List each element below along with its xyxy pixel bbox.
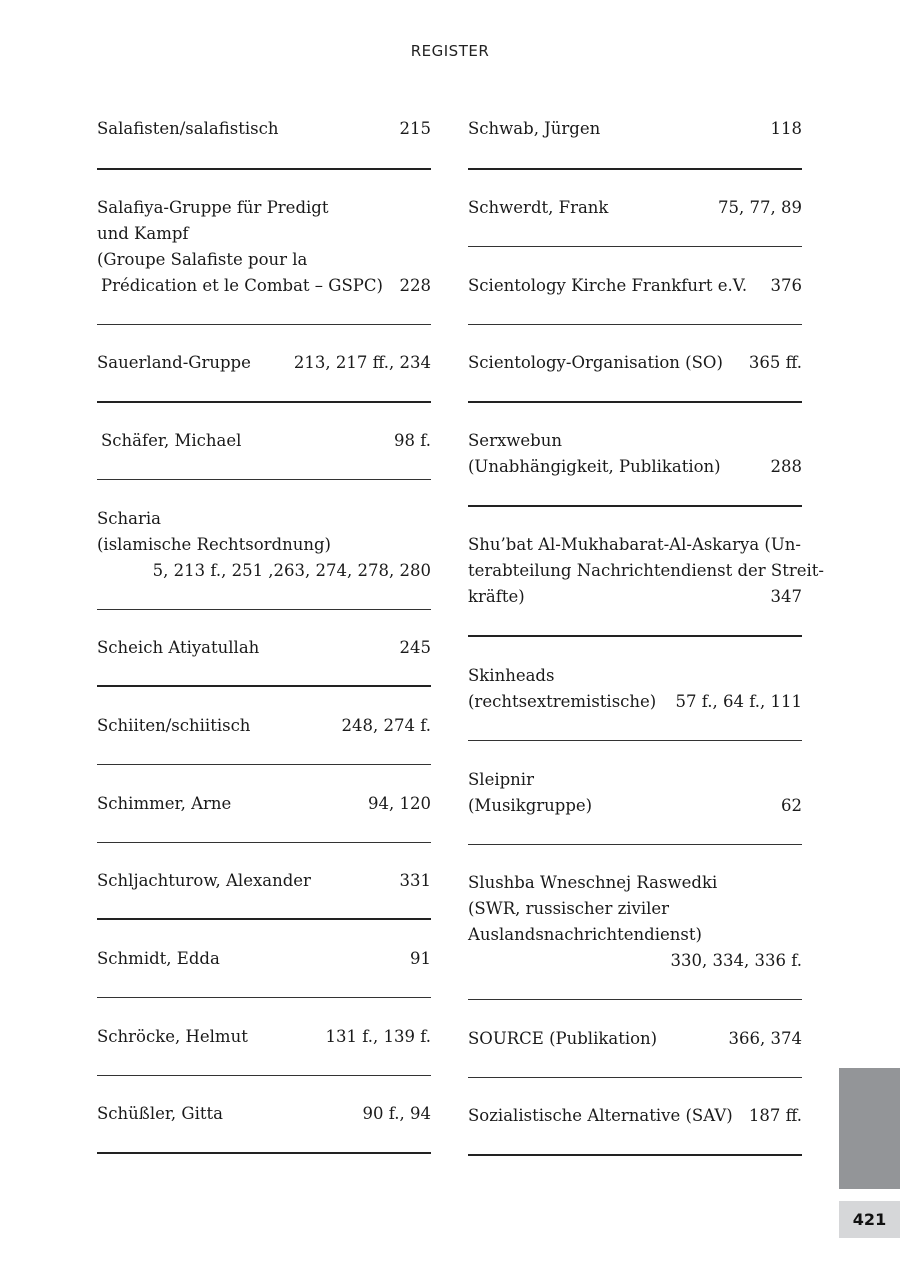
entry-pages: 62 [781, 795, 802, 815]
entry-pages: 288 [770, 457, 802, 476]
entry-pages: 215 [399, 119, 431, 138]
entry-pages: 213, 217 ff., 234 [293, 353, 431, 372]
index-entry [97, 325, 431, 403]
index-entry [97, 998, 431, 1076]
entry-pages: 94, 120 [368, 793, 431, 813]
entry-term: Scientology Kirche Frankfurt e.V. [468, 275, 748, 295]
entry-term-line: Sleipnir [468, 769, 534, 789]
entry-term: (Unabhängigkeit, Publikation) [468, 457, 721, 476]
entry-term: Sauerland-Gruppe [97, 353, 251, 372]
index-entry [97, 403, 431, 480]
entry-term: Schwerdt, Frank [468, 198, 609, 217]
index-entry [97, 480, 431, 610]
entry-term-line: (islamische Rechtsordnung) [97, 534, 331, 554]
entry-term: (rechtsextremistische) [468, 691, 657, 711]
index-entry [97, 920, 431, 998]
index-entry [468, 507, 824, 637]
entry-term-line: Serxwebun [468, 431, 562, 450]
running-header: REGISTER [410, 42, 490, 60]
index-entry [97, 610, 431, 687]
entry-pages: 98 f. [393, 431, 431, 450]
entry-term-line: Scharia [97, 508, 162, 528]
entry-pages: 376 [770, 275, 802, 295]
entry-term-line: Shu’bat Al-Mukhabarat-Al-Askarya (Un- [468, 535, 801, 554]
entry-pages: 5, 213 f., 251 ,263, 274, 278, 280 [152, 560, 431, 580]
index-entry [97, 90, 431, 170]
index-entry [468, 90, 802, 170]
entry-term: Schäfer, Michael [101, 431, 242, 450]
entry-term: Salafisten/salafistisch [97, 119, 279, 138]
entry-term-line: terabteilung Nachrichtendienst der Streit- [468, 561, 824, 580]
entry-term: Schiiten/schiitisch [97, 715, 251, 735]
index-entry [468, 1000, 802, 1078]
index-entry [468, 637, 802, 741]
index-entry [468, 325, 802, 403]
entry-term: kräfte) [468, 587, 525, 606]
entry-term-line: Salafiya-Gruppe für Predigt [97, 198, 329, 217]
entry-pages: 75, 77, 89 [718, 198, 802, 217]
entry-term: Sozialistische Alternative (SAV) [468, 1106, 733, 1125]
entry-term: (Musikgruppe) [468, 795, 593, 815]
entry-term: Schröcke, Helmut [97, 1026, 248, 1046]
entry-term: Schüßler, Gitta [97, 1104, 223, 1123]
entry-pages: 91 [410, 948, 431, 968]
index-entry [468, 247, 802, 325]
entry-term-line: (Groupe Salafiste pour la [97, 250, 308, 269]
index-entry [97, 687, 431, 765]
entry-term: Schwab, Jürgen [468, 119, 601, 138]
entry-term-line: Auslandsnachrichtendienst) [468, 925, 702, 944]
entry-pages: 245 [399, 637, 431, 657]
entry-term-line: (SWR, russischer ziviler [468, 899, 670, 918]
index-column-right [468, 90, 824, 1156]
thumb-index-tab [839, 1068, 900, 1189]
index-entry [97, 843, 431, 920]
entry-pages: 366, 374 [728, 1028, 802, 1048]
index-entry [468, 741, 802, 845]
entry-term-line: Skinheads [468, 665, 555, 685]
entry-pages: 131 f., 139 f. [325, 1026, 431, 1046]
page-number: 421 [839, 1201, 900, 1238]
entry-term: SOURCE (Publikation) [468, 1028, 658, 1048]
entry-term-line: und Kampf [97, 224, 189, 243]
entry-pages: 90 f., 94 [362, 1104, 431, 1123]
entry-pages: 331 [399, 870, 431, 890]
entry-pages: 228 [399, 276, 431, 295]
entry-pages: 248, 274 f. [341, 715, 431, 735]
entry-term: Schljachturow, Alexander [97, 870, 311, 890]
entry-pages: 118 [770, 119, 802, 138]
entry-term: Scientology-Organisation (SO) [468, 353, 723, 372]
entry-term: Scheich Atiyatullah [97, 637, 260, 657]
index-entry [468, 170, 802, 247]
index-entry [468, 845, 802, 1000]
index-column-left [97, 90, 431, 1154]
entry-pages: 365 ff. [748, 353, 802, 372]
index-entry [97, 170, 431, 325]
entry-pages: 57 f., 64 f., 111 [675, 691, 802, 711]
entry-term: Schimmer, Arne [97, 793, 232, 813]
index-entry [468, 403, 802, 507]
entry-pages: 330, 334, 336 f. [670, 951, 802, 970]
entry-pages: 187 ff. [748, 1106, 802, 1125]
entry-term: Schmidt, Edda [97, 948, 220, 968]
index-entry [97, 1076, 431, 1154]
entry-term: Prédication et le Combat – GSPC) [101, 276, 383, 295]
index-entry [468, 1078, 802, 1156]
index-entry [97, 765, 431, 843]
entry-term-line: Slushba Wneschnej Raswedki [468, 873, 718, 892]
entry-pages: 347 [770, 587, 802, 606]
